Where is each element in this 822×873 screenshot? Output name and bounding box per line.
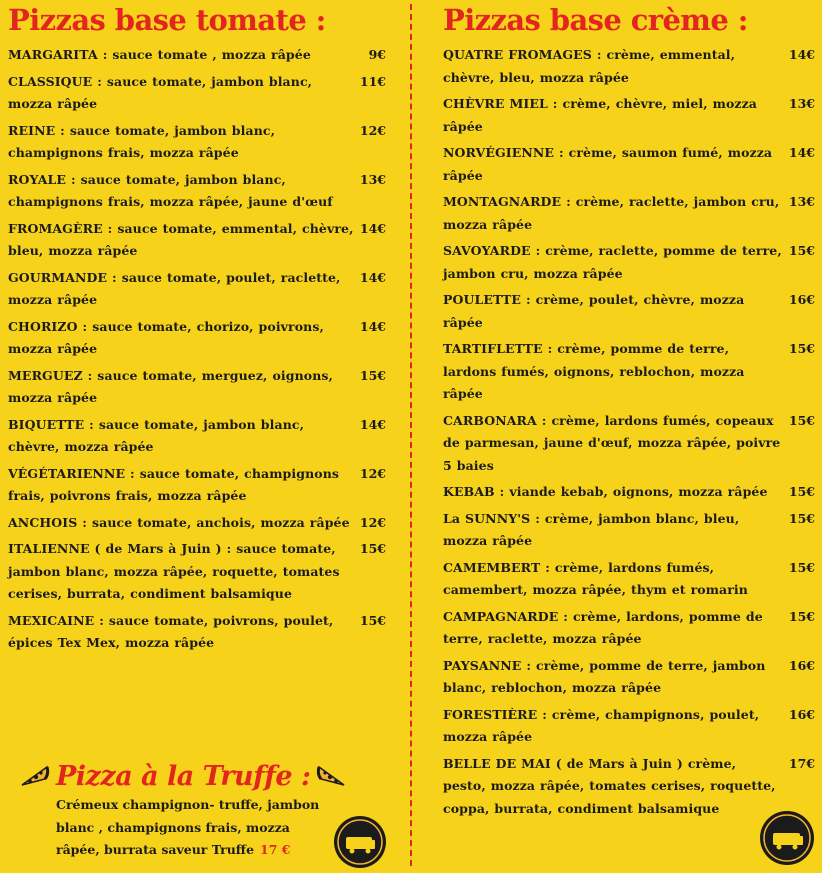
menu-item-text (8, 316, 360, 361)
menu-item-text (8, 512, 360, 535)
menu-item (8, 71, 400, 116)
menu-item (443, 44, 815, 89)
pizza-name: FROMAGÈRE (8, 220, 103, 236)
pizza-ingredients: : crème, pomme de terre, jambon blanc, reblochon, mozza râpée (443, 657, 766, 695)
menu-item (443, 606, 815, 651)
pizza-name: BIQUETTE (8, 416, 85, 432)
pizza-ingredients: : sauce tomate, anchois, mozza râpée (77, 514, 350, 530)
pizza-ingredients: : sauce tomate, emmental, chèvre, bleu, mozza râpée (8, 220, 354, 258)
tomato-base-title: Pizzas base tomate : (8, 3, 326, 37)
pizza-ingredients: : crème, poulet, chèvre, mozza râpée (443, 292, 745, 330)
pizza-ingredients: ( de Mars à Juin ) crème, pesto, mozza râpée, tomates cerises, roquette, coppa, burrata, condiment balsamique (443, 755, 776, 816)
menu-item (443, 704, 815, 749)
menu-item (443, 338, 815, 406)
food-truck-logo-icon (333, 815, 387, 873)
menu-item-text (443, 338, 783, 406)
menu-item-text (443, 289, 783, 334)
pizza-ingredients: : sauce tomate, jambon blanc, mozza râpée (8, 73, 313, 111)
pizza-name: CAMEMBERT (443, 559, 541, 575)
truffle-pizza-title: Pizza à la Truffe : (56, 760, 311, 792)
pizza-price: 16€ (788, 706, 815, 722)
pizza-ingredients: : sauce tomate, champignons frais, poivrons frais, mozza râpée (8, 465, 340, 503)
pizza-name: VÉGÉTARIENNE (8, 465, 126, 481)
pizza-price: 15€ (788, 341, 815, 356)
menu-item-text (8, 169, 360, 214)
food-truck-logo-icon (759, 810, 815, 870)
menu-item (8, 169, 400, 214)
pizza-ingredients: ( de Mars à Juin ) : sauce tomate, jambon blanc, mozza râpée, roquette, tomates cerises, burrata, condiment balsamique (8, 541, 340, 601)
pizza-price: 15€ (788, 559, 815, 575)
menu-item (8, 218, 400, 263)
menu-item-text (443, 142, 783, 187)
pizza-ingredients: : crème, emmental, chèvre, bleu, mozza râpée (443, 47, 736, 85)
cream-base-column (443, 0, 815, 824)
menu-item (8, 538, 400, 606)
menu-item-text (8, 71, 360, 116)
pizza-name: QUATRE FROMAGES (443, 47, 592, 62)
pizza-price: 12€ (359, 122, 386, 138)
menu-item-text (8, 120, 360, 165)
pizza-slice-icon (20, 765, 50, 787)
menu-item-text (443, 481, 783, 504)
menu-item-text (443, 44, 783, 89)
pizza-price: 13€ (788, 194, 815, 209)
menu-item-text (8, 463, 360, 508)
menu-item-text (443, 508, 783, 553)
tomato-base-column (8, 0, 400, 659)
menu-item (8, 120, 400, 165)
cream-base-title: Pizzas base crème : (443, 3, 748, 37)
pizza-name: NORVÉGIENNE (443, 145, 555, 160)
pizza-price: 14€ (359, 269, 386, 285)
menu-item-text (443, 93, 783, 138)
pizza-name: PAYSANNE (443, 657, 522, 673)
pizza-ingredients: : sauce tomate, merguez, oignons, mozza râpée (8, 367, 333, 405)
pizza-name: CARBONARA (443, 412, 537, 428)
pizza-name: CLASSIQUE (8, 73, 93, 89)
pizza-price: 15€ (788, 412, 815, 428)
pizza-price: 16€ (788, 292, 815, 307)
pizza-ingredients: : crème, jambon blanc, bleu, mozza râpée (443, 510, 740, 548)
menu-item-text (443, 557, 783, 602)
menu-item-text (8, 610, 360, 655)
pizza-name: MARGARITA (8, 47, 98, 62)
truffle-pizza-heading (20, 756, 346, 796)
pizza-price: 15€ (788, 510, 815, 526)
pizza-price: 14€ (359, 416, 386, 432)
menu-item-text (8, 414, 360, 459)
menu-item-text (443, 240, 783, 285)
pizza-price: 11€ (359, 73, 386, 89)
pizza-price: 14€ (359, 318, 386, 334)
pizza-name: KEBAB (443, 484, 495, 499)
pizza-name: ROYALE (8, 171, 67, 187)
pizza-price: 15€ (359, 612, 386, 628)
menu-item (8, 610, 400, 655)
pizza-name: CAMPAGNARDE (443, 608, 559, 624)
menu-item-text (443, 704, 783, 749)
pizza-name: BELLE DE MAI (443, 755, 551, 771)
menu-item (8, 414, 400, 459)
menu-item (443, 481, 815, 504)
menu-item-text (443, 191, 783, 236)
menu-item (8, 44, 400, 67)
tomato-pizza-list (8, 44, 400, 655)
menu-item (443, 655, 815, 700)
pizza-ingredients: : viande kebab, oignons, mozza râpée (494, 484, 768, 499)
truffle-pizza-ingredients: Crémeux champignon- truffe, jambon blanc , champignons frais, mozza râpée, burrata saveur Truffe (56, 797, 320, 857)
menu-item (443, 508, 815, 553)
pizza-price: 15€ (788, 484, 815, 499)
pizza-name: MONTAGNARDE (443, 194, 562, 209)
pizza-ingredients: : sauce tomate, jambon blanc, chèvre, mozza râpée (8, 416, 305, 454)
menu-item-text (8, 218, 360, 263)
pizza-ingredients: : sauce tomate, poivrons, poulet, épices Tex Mex, mozza râpée (8, 612, 334, 650)
pizza-ingredients: : crème, lardons, pomme de terre, raclette, mozza râpée (443, 608, 763, 646)
menu-item (8, 463, 400, 508)
pizza-ingredients: : crème, chèvre, miel, mozza râpée (443, 96, 758, 134)
menu-item (443, 240, 815, 285)
menu-item-text (8, 44, 360, 67)
pizza-name: La SUNNY'S (443, 510, 531, 526)
pizza-name: ITALIENNE (8, 541, 90, 556)
menu-item (8, 316, 400, 361)
pizza-ingredients: : sauce tomate, poulet, raclette, mozza râpée (8, 269, 341, 307)
pizza-name: GOURMANDE (8, 269, 108, 285)
pizza-ingredients: : crème, pomme de terre, lardons fumés, oignons, reblochon, mozza râpée (443, 341, 745, 401)
pizza-name: ANCHOIS (8, 514, 78, 530)
pizza-slice-icon (316, 765, 346, 787)
menu-item (443, 93, 815, 138)
menu-item (443, 289, 815, 334)
menu-item (443, 557, 815, 602)
truffle-pizza-price: 17 € (260, 842, 291, 857)
pizza-ingredients: : crème, raclette, pomme de terre, jambon cru, mozza râpée (443, 243, 782, 281)
pizza-price: 15€ (359, 541, 386, 556)
menu-item-text (8, 365, 360, 410)
pizza-ingredients: : sauce tomate , mozza râpée (97, 47, 311, 62)
pizza-ingredients: : crème, saumon fumé, mozza râpée (443, 145, 773, 183)
menu-item-text (8, 538, 360, 606)
pizza-name: TARTIFLETTE (443, 341, 543, 356)
menu-item-text (443, 753, 783, 821)
cream-pizza-list (443, 44, 815, 820)
menu-item-text (443, 606, 783, 651)
pizza-name: CHORIZO (8, 318, 78, 334)
pizza-price: 17€ (788, 755, 815, 771)
pizza-price: 14€ (788, 47, 815, 62)
pizza-name: POULETTE (443, 292, 521, 307)
pizza-ingredients: : crème, raclette, jambon cru, mozza râpée (443, 194, 780, 232)
pizza-price: 13€ (359, 171, 386, 187)
pizza-price: 12€ (359, 465, 386, 481)
pizza-price: 12€ (359, 514, 386, 530)
pizza-price: 15€ (788, 243, 815, 258)
pizza-price: 16€ (788, 657, 815, 673)
pizza-price: 14€ (788, 145, 815, 160)
pizza-name: FORESTIÈRE (443, 706, 538, 722)
pizza-ingredients: : sauce tomate, chorizo, poivrons, mozza râpée (8, 318, 324, 356)
menu-item (8, 267, 400, 312)
menu-item (8, 365, 400, 410)
pizza-ingredients: : sauce tomate, jambon blanc, champignons frais, mozza râpée (8, 122, 276, 160)
pizza-price: 14€ (359, 220, 386, 236)
pizza-name: MERGUEZ (8, 367, 83, 383)
menu-item-text (443, 410, 783, 478)
menu-item (443, 410, 815, 478)
pizza-ingredients: : sauce tomate, jambon blanc, champignons frais, mozza râpée, jaune d'œuf (8, 171, 333, 209)
menu-item (443, 142, 815, 187)
pizza-name: MEXICAINE (8, 612, 95, 628)
menu-item (443, 191, 815, 236)
menu-item-text (8, 267, 360, 312)
menu-item-text (443, 655, 783, 700)
pizza-name: CHÈVRE MIEL (443, 96, 548, 111)
pizza-name: REINE (8, 122, 56, 138)
pizza-ingredients: : crème, lardons fumés, camembert, mozza râpée, thym et romarin (443, 559, 748, 597)
pizza-ingredients: : crème, champignons, poulet, mozza râpée (443, 706, 760, 744)
menu-item (8, 512, 400, 535)
pizza-ingredients: : crème, lardons fumés, copeaux de parmesan, jaune d'œuf, mozza râpée, poivre 5 baies (443, 412, 781, 473)
pizza-price: 13€ (788, 96, 815, 111)
column-divider (410, 4, 412, 866)
pizza-price: 9€ (368, 47, 386, 62)
pizza-price: 15€ (359, 367, 386, 383)
pizza-name: SAVOYARDE (443, 243, 531, 258)
truffle-pizza-description (56, 794, 324, 862)
pizza-price: 15€ (788, 608, 815, 624)
